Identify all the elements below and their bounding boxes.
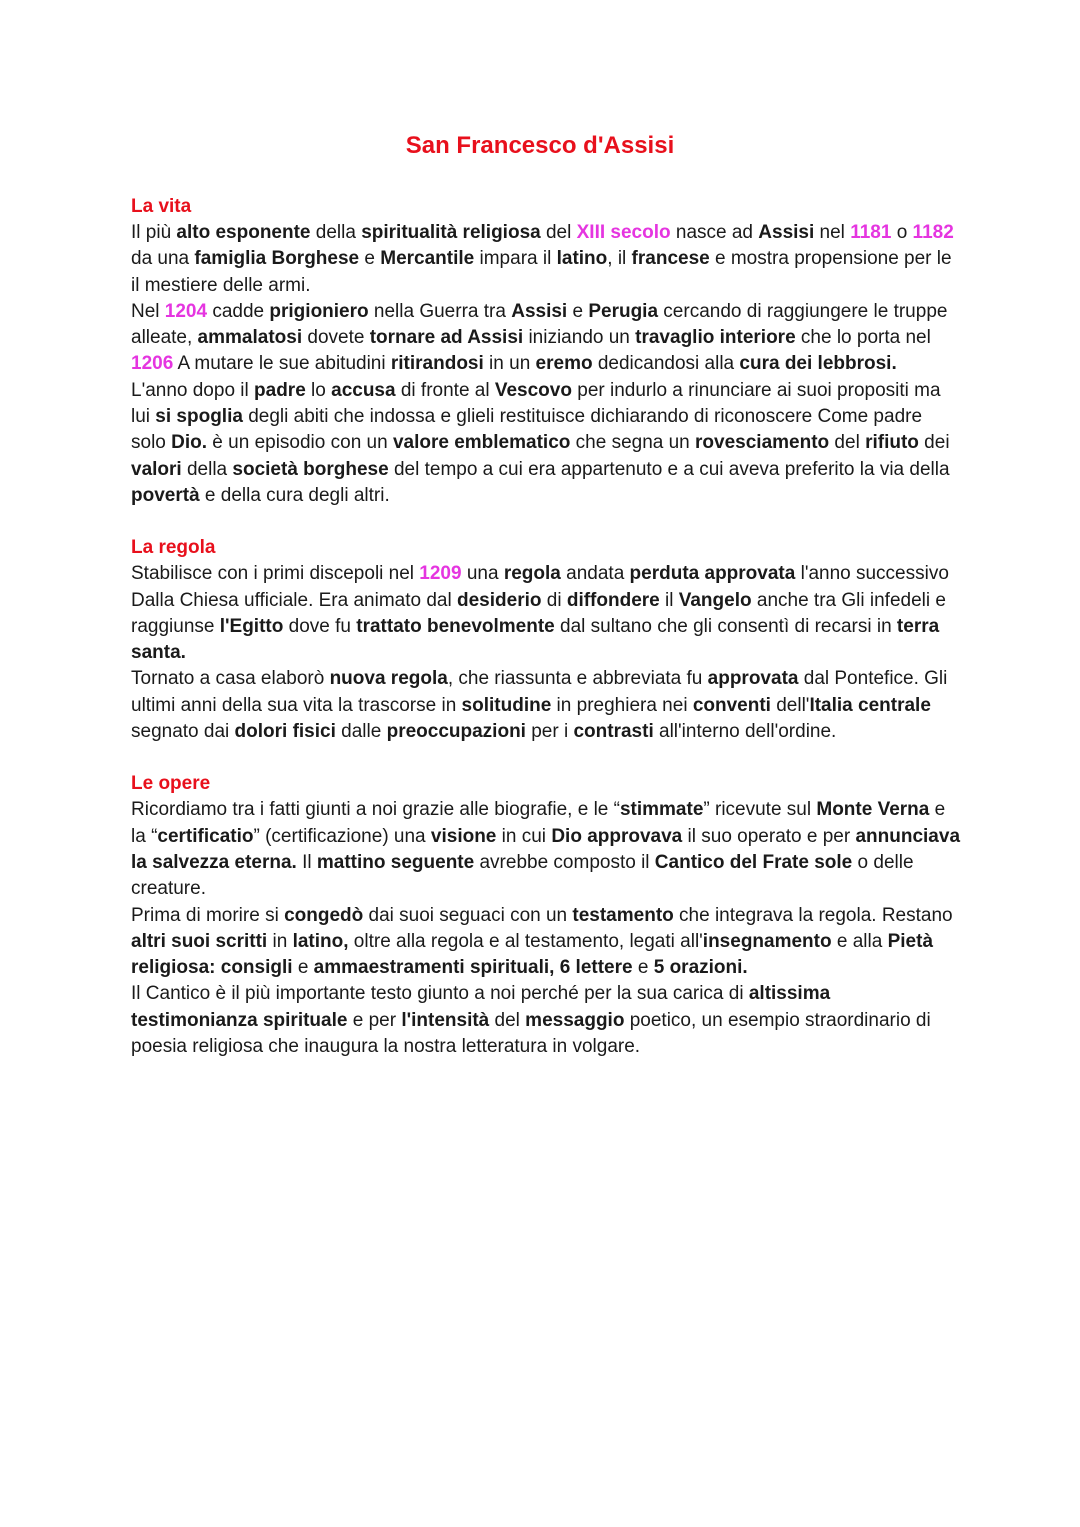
bold-text: tornare ad Assisi (369, 327, 524, 349)
paragraph: Il più alto esponente della spiritualità religiosa del XIII secolo nasce ad Assisi nel 1181 o 1182 da una famiglia Borghese e Mercantile impara il latino, il francese e mostra propensione per le il mestiere delle armi. (131, 222, 954, 296)
paragraph: Stabilisce con i primi discepoli nel 1209 una regola andata perduta approvata l'anno successivo Dalla Chiesa ufficiale. Era animato dal desiderio di diffondere il Vangelo anche tra Gli infedeli e raggiunse l'Egitto dove fu trattato benevolmente dal sultano che gli consentì di recarsi in terra santa. (131, 563, 949, 664)
bold-text: contrasti (573, 721, 654, 743)
bold-text: prigioniero (269, 300, 369, 322)
bold-text: travaglio interiore (635, 327, 796, 349)
paragraph: Prima di morire si congedò dai suoi seguaci con un testamento che integrava la regola. Restano altri suoi scritti in latino, oltre alla regola e al testamento, legati all'insegnamento e alla Pietà religiosa: consigli e ammaestramenti spirituali, 6 lettere e 5 orazioni. (131, 904, 953, 979)
section-heading: La regola (131, 537, 216, 559)
bold-text: Assisi (511, 300, 568, 322)
bold-text: Vescovo (494, 379, 572, 401)
bold-text: società borghese (232, 458, 389, 480)
highlighted-text: 1206 (131, 353, 174, 375)
bold-text: 5 orazioni. (653, 957, 748, 979)
bold-text: testamento (572, 904, 674, 926)
bold-text: certificatio (157, 825, 254, 847)
bold-text: annunciava la salvezza eterna. (131, 825, 961, 873)
bold-text: Cantico del Frate sole (654, 851, 853, 873)
bold-text: dolori fisici (234, 721, 336, 743)
bold-text: spiritualità religiosa (361, 222, 541, 243)
bold-text: padre (254, 379, 306, 401)
highlighted-text: 1181 (850, 222, 892, 243)
bold-text: Perugia (588, 300, 659, 322)
bold-text: Italia centrale (809, 694, 931, 716)
bold-text: valore emblematico (392, 432, 571, 454)
bold-text: messaggio (525, 1009, 625, 1031)
bold-text: ritirandosi (390, 353, 484, 375)
bold-text: solitudine (461, 694, 552, 716)
bold-text: valori (131, 458, 182, 480)
bold-text: cura dei lebbrosi. (739, 353, 897, 375)
bold-text: approvata (707, 668, 799, 690)
paragraph: Il Cantico è il più importante testo giunto a noi perché per la sua carica di altissima testimonianza spirituale e per l'intensità del messaggio poetico, un esempio straordinario di poesia religiosa che inaugura la nostra letteratura in volgare. (131, 983, 931, 1058)
paragraph: Nel 1204 cadde prigioniero nella Guerra tra Assisi e Perugia cercando di raggiungere le truppe alleate, ammalatosi dovete tornare ad Assisi iniziando un travaglio interiore che lo porta nel 1206 A mutare le sue abitudini ritirandosi in un eremo dedicandosi alla cura dei lebbrosi. (131, 300, 948, 375)
section-heading: La vita (131, 196, 192, 217)
highlighted-text: XIII secolo (576, 222, 671, 243)
bold-text: terra santa. (131, 615, 940, 664)
bold-text: perduta approvata (629, 563, 796, 585)
bold-text: latino, (292, 930, 349, 952)
bold-text: Vangelo (678, 589, 752, 611)
bold-text: francese (631, 248, 710, 270)
highlighted-text: 1209 (419, 563, 462, 585)
highlighted-text: 1182 (912, 222, 954, 243)
bold-text: latino (556, 248, 608, 270)
section-la-regola (131, 535, 961, 745)
bold-text: alto esponente (176, 222, 311, 243)
bold-text: si spoglia (155, 406, 243, 428)
bold-text: altissima testimonianza spirituale (131, 983, 831, 1031)
bold-text: congedò (284, 904, 364, 926)
section-la-vita (131, 194, 961, 509)
bold-text: insegnamento (702, 930, 832, 952)
section-heading: Le opere (131, 773, 211, 795)
bold-text: l'Egitto (219, 615, 284, 637)
bold-text: ammaestramenti spirituali, 6 lettere (313, 957, 633, 979)
paragraph: L'anno dopo il padre lo accusa di fronte al Vescovo per indurlo a rinunciare ai suoi propositi ma lui si spoglia degli abiti che indossa e glieli restituisce dichiarando di riconoscere Come padre solo Dio. è un episodio con un valore emblematico che segna un rovesciamento del rifiuto dei valori della società borghese del tempo a cui era appartenuto e a cui aveva preferito la via della povertà e della cura degli altri. (131, 379, 950, 506)
bold-text: trattato benevolmente (356, 615, 555, 637)
paragraph: Tornato a casa elaborò nuova regola, che riassunta e abbreviata fu approvata dal Pontefice. Gli ultimi anni della sua vita la trascorse in solitudine in preghiera nei conventi dell'Italia centrale segnato dai dolori fisici dalle preoccupazioni per i contrasti all'interno dell'ordine. (131, 668, 948, 743)
bold-text: rovesciamento (695, 432, 830, 454)
bold-text: visione (430, 825, 497, 847)
section-le-opere (131, 771, 961, 1060)
bold-text: mattino seguente (316, 851, 475, 873)
bold-text: altri suoi scritti (131, 930, 268, 952)
bold-text: povertà (131, 484, 200, 506)
bold-text: Pietà religiosa: consigli (131, 930, 934, 979)
bold-text: Assisi (758, 222, 815, 243)
bold-text: conventi (692, 694, 771, 716)
bold-text: eremo (535, 353, 593, 375)
bold-text: regola (503, 563, 561, 585)
bold-text: nuova regola (329, 668, 448, 690)
bold-text: Mercantile (380, 248, 475, 270)
highlighted-text: 1204 (164, 300, 208, 322)
bold-text: desiderio (457, 589, 542, 611)
bold-text: diffondere (566, 589, 660, 611)
bold-text: accusa (331, 379, 396, 401)
document-title: San Francesco d'Assisi (405, 132, 675, 159)
paragraph: Ricordiamo tra i fatti giunti a noi grazie alle biografie, e le “stimmate” ricevute sul Monte Verna e la “certificatio” (certificazione) una visione in cui Dio approvava il suo operato e per annunciava la salvezza eterna. Il mattino seguente avrebbe composto il Cantico del Frate sole o delle creature. (131, 799, 961, 900)
bold-text: Dio. (171, 432, 208, 454)
bold-text: Monte Verna (816, 799, 930, 821)
bold-text: famiglia Borghese (194, 248, 360, 270)
document-page (131, 128, 961, 1086)
bold-text: preoccupazioni (386, 721, 526, 743)
bold-text: stimmate (619, 799, 704, 821)
bold-text: Dio approvava (551, 825, 683, 847)
bold-text: ammalatosi (197, 327, 303, 349)
bold-text: rifiuto (865, 432, 919, 454)
bold-text: l'intensità (401, 1009, 490, 1031)
